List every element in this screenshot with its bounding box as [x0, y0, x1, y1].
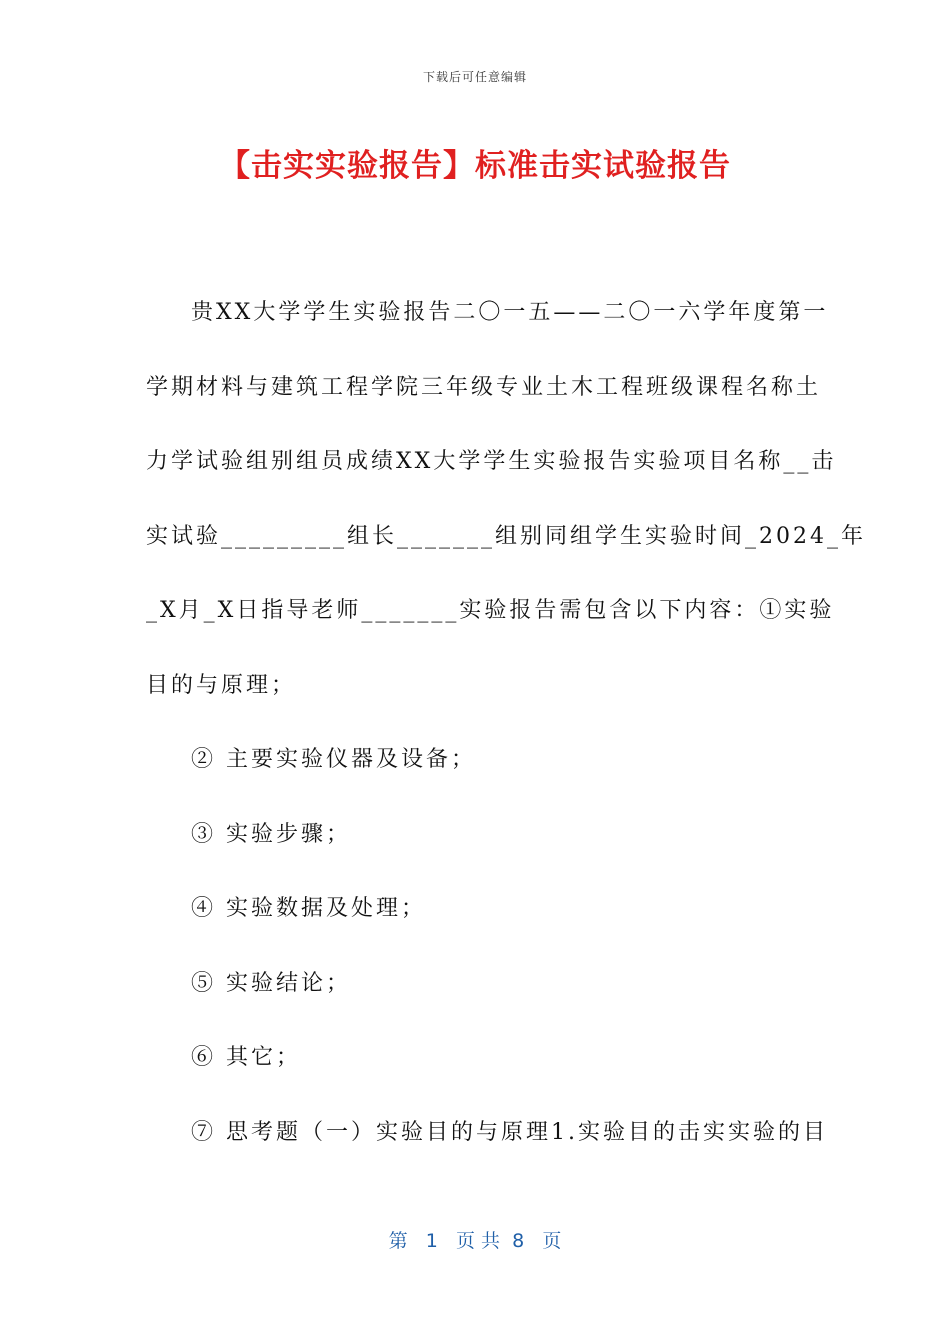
- list-item-steps: ③ 实验步骤；: [191, 821, 351, 847]
- body-line-4: 实试验_________组长_______组别同组学生实验时间_2024_年: [146, 523, 866, 549]
- body-line-5: _X月_X日指导老师_______实验报告需包含以下内容：①实验: [146, 598, 835, 623]
- list-item-other: ⑥ 其它；: [191, 1045, 301, 1070]
- list-item-questions: ⑦ 思考题（一）实验目的与原理1.实验目的击实实验的目: [191, 1119, 828, 1145]
- document-title: 【击实实验报告】标准击实试验报告: [219, 148, 731, 184]
- list-item-data: ④ 实验数据及处理；: [191, 896, 426, 921]
- body-line-3: 力学试验组别组员成绩XX大学学生实验报告实验项目名称__击: [146, 449, 837, 474]
- document-body: [146, 276, 866, 1170]
- list-item-conclusion: ⑤ 实验结论；: [191, 970, 351, 996]
- page-number-footer: 第 1 页 共 8 页: [388, 1230, 562, 1252]
- body-line-1: 贵XX大学学生实验报告二〇一五——二〇一六学年度第一: [191, 300, 829, 325]
- list-item-equipment: ② 主要实验仪器及设备；: [191, 747, 476, 772]
- body-line-6: 目的与原理；: [146, 672, 297, 698]
- body-line-2: 学期材料与建筑工程学院三年级专业土木工程班级课程名称土: [146, 374, 822, 400]
- header-note: 下载后可任意编辑: [422, 70, 527, 84]
